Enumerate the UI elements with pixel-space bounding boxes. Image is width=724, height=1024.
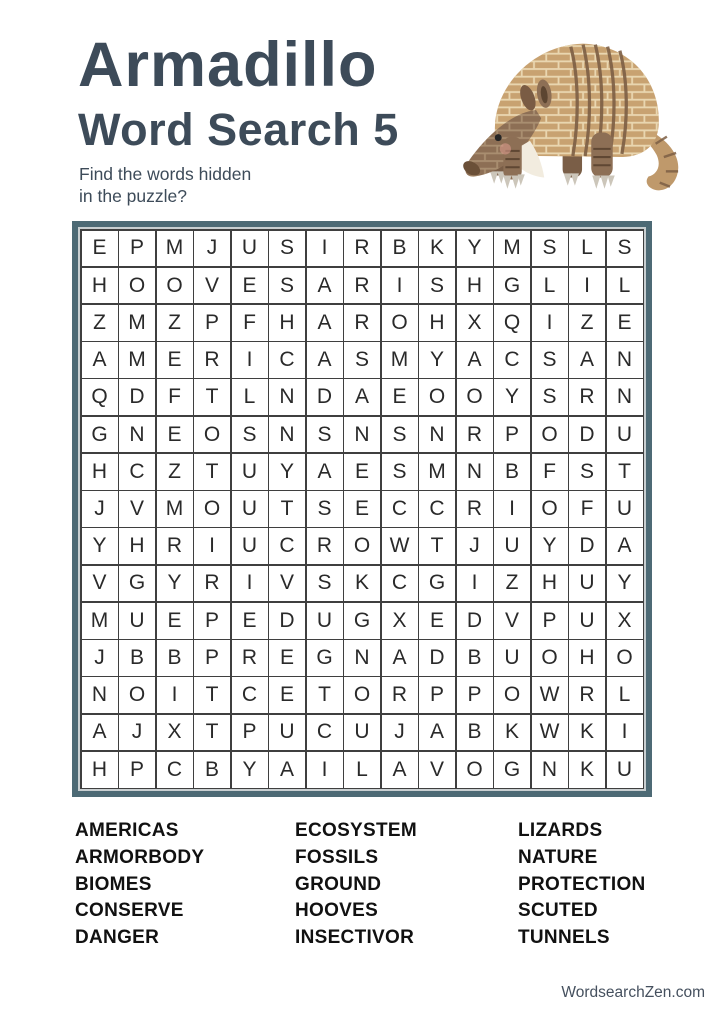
- grid-cell[interactable]: G: [494, 752, 530, 788]
- grid-cell[interactable]: P: [419, 677, 455, 713]
- armadillo-eye: [495, 134, 502, 141]
- word-list-column-3: [518, 818, 646, 952]
- word-item: SCUTED: [518, 900, 598, 922]
- word-item: GROUND: [295, 873, 382, 895]
- grid-cell[interactable]: H: [82, 454, 118, 490]
- grid-cell[interactable]: Q: [494, 305, 530, 341]
- grid-cell[interactable]: P: [232, 715, 268, 751]
- grid-cell[interactable]: B: [494, 454, 530, 490]
- grid-cell[interactable]: N: [344, 417, 380, 453]
- grid-cell[interactable]: U: [232, 491, 268, 527]
- grid-cell[interactable]: Y: [532, 528, 568, 564]
- word-item: CONSERVE: [75, 900, 184, 922]
- grid-cell[interactable]: F: [232, 305, 268, 341]
- grid-cell[interactable]: A: [307, 342, 343, 378]
- grid-cell[interactable]: C: [419, 491, 455, 527]
- grid-cell[interactable]: E: [232, 268, 268, 304]
- grid-cell[interactable]: C: [307, 715, 343, 751]
- grid-cell[interactable]: O: [607, 640, 643, 676]
- grid-cell[interactable]: R: [194, 566, 230, 602]
- grid-cell[interactable]: M: [419, 454, 455, 490]
- word-item: PROTECTION: [518, 873, 646, 895]
- grid-cell[interactable]: K: [569, 715, 605, 751]
- grid-cell[interactable]: Z: [494, 566, 530, 602]
- grid-cell[interactable]: G: [119, 566, 155, 602]
- grid-cell[interactable]: S: [532, 379, 568, 415]
- grid-cell[interactable]: V: [269, 566, 305, 602]
- grid-cell[interactable]: E: [232, 603, 268, 639]
- grid-cell[interactable]: E: [82, 231, 118, 267]
- grid-cell[interactable]: P: [194, 640, 230, 676]
- grid-cell[interactable]: Q: [82, 379, 118, 415]
- grid-cell[interactable]: O: [382, 305, 418, 341]
- grid-cell[interactable]: A: [382, 640, 418, 676]
- grid-cell[interactable]: E: [269, 640, 305, 676]
- grid-cell[interactable]: T: [194, 454, 230, 490]
- grid-cell[interactable]: M: [382, 342, 418, 378]
- grid-cell[interactable]: M: [494, 231, 530, 267]
- grid-cell[interactable]: S: [532, 342, 568, 378]
- grid-cell[interactable]: L: [232, 379, 268, 415]
- grid-cell[interactable]: R: [307, 528, 343, 564]
- armadillo-icon: [442, 22, 718, 196]
- grid-cell[interactable]: S: [307, 417, 343, 453]
- grid-cell[interactable]: J: [82, 640, 118, 676]
- grid-cell[interactable]: O: [419, 379, 455, 415]
- grid-cell[interactable]: I: [494, 491, 530, 527]
- grid-cell[interactable]: H: [569, 640, 605, 676]
- grid-cell[interactable]: M: [157, 491, 193, 527]
- grid-cell[interactable]: K: [494, 715, 530, 751]
- grid-cell[interactable]: H: [269, 305, 305, 341]
- grid-cell[interactable]: Z: [157, 454, 193, 490]
- grid-cell[interactable]: F: [157, 379, 193, 415]
- grid-cell[interactable]: S: [419, 268, 455, 304]
- grid-cell[interactable]: T: [194, 715, 230, 751]
- grid-cell[interactable]: N: [607, 379, 643, 415]
- word-list-column-1: [75, 818, 204, 952]
- grid-cell[interactable]: B: [194, 752, 230, 788]
- grid-cell[interactable]: H: [82, 268, 118, 304]
- grid-cell[interactable]: X: [457, 305, 493, 341]
- grid-cell[interactable]: R: [344, 268, 380, 304]
- grid-cell[interactable]: O: [119, 677, 155, 713]
- page-title-line2: Word Search 5: [78, 104, 399, 155]
- word-item: LIZARDS: [518, 820, 603, 841]
- grid-cell[interactable]: I: [569, 268, 605, 304]
- grid-cell[interactable]: V: [494, 603, 530, 639]
- grid-cell[interactable]: E: [157, 417, 193, 453]
- grid-cell[interactable]: M: [119, 342, 155, 378]
- grid-cell[interactable]: D: [307, 379, 343, 415]
- grid-cell[interactable]: A: [457, 342, 493, 378]
- grid-cell[interactable]: R: [194, 342, 230, 378]
- grid-cell[interactable]: S: [307, 491, 343, 527]
- grid-cell[interactable]: M: [157, 231, 193, 267]
- grid-cell[interactable]: N: [419, 417, 455, 453]
- grid-cell[interactable]: R: [382, 677, 418, 713]
- grid-cell[interactable]: O: [532, 640, 568, 676]
- word-item: HOOVES: [295, 900, 379, 922]
- grid-cell[interactable]: B: [457, 640, 493, 676]
- word-item: TUNNELS: [518, 927, 610, 949]
- grid-cell[interactable]: R: [344, 305, 380, 341]
- grid-cell[interactable]: J: [382, 715, 418, 751]
- grid-cell[interactable]: A: [382, 752, 418, 788]
- grid-cell[interactable]: N: [532, 752, 568, 788]
- grid-cell[interactable]: S: [269, 231, 305, 267]
- word-item: ARMORBODY: [75, 846, 205, 868]
- grid-cell[interactable]: E: [382, 379, 418, 415]
- grid-cell[interactable]: D: [419, 640, 455, 676]
- grid-cell[interactable]: V: [194, 268, 230, 304]
- grid-cell[interactable]: N: [119, 417, 155, 453]
- grid-cell[interactable]: R: [569, 379, 605, 415]
- grid-cell[interactable]: X: [607, 603, 643, 639]
- grid-cell[interactable]: J: [457, 528, 493, 564]
- grid-cell[interactable]: Y: [157, 566, 193, 602]
- grid-cell[interactable]: I: [157, 677, 193, 713]
- grid-cell[interactable]: L: [344, 752, 380, 788]
- grid-cell[interactable]: I: [307, 752, 343, 788]
- grid-cell[interactable]: W: [532, 715, 568, 751]
- grid-cell[interactable]: A: [269, 752, 305, 788]
- grid-cell[interactable]: U: [307, 603, 343, 639]
- grid-cell[interactable]: P: [119, 752, 155, 788]
- grid-cell[interactable]: C: [382, 566, 418, 602]
- grid-cell[interactable]: T: [194, 379, 230, 415]
- grid-cell[interactable]: C: [119, 454, 155, 490]
- grid-cell[interactable]: A: [607, 528, 643, 564]
- grid-cell[interactable]: R: [344, 231, 380, 267]
- grid-cell[interactable]: A: [344, 379, 380, 415]
- grid-cell[interactable]: K: [419, 231, 455, 267]
- word-item: AMERICAS: [75, 820, 179, 841]
- grid-cell[interactable]: D: [457, 603, 493, 639]
- grid-cell[interactable]: U: [607, 752, 643, 788]
- grid-cell[interactable]: G: [344, 603, 380, 639]
- grid-cell[interactable]: C: [269, 342, 305, 378]
- grid-cell[interactable]: M: [119, 305, 155, 341]
- grid-cell[interactable]: N: [457, 454, 493, 490]
- grid-cell[interactable]: S: [344, 342, 380, 378]
- grid-cell[interactable]: L: [607, 677, 643, 713]
- grid-cell[interactable]: U: [119, 603, 155, 639]
- grid-cell[interactable]: G: [419, 566, 455, 602]
- grid-cell[interactable]: O: [344, 528, 380, 564]
- grid-cell[interactable]: G: [82, 417, 118, 453]
- grid-cell[interactable]: H: [457, 268, 493, 304]
- grid-cell[interactable]: I: [382, 268, 418, 304]
- grid-cell[interactable]: O: [344, 677, 380, 713]
- grid-cell[interactable]: C: [382, 491, 418, 527]
- grid-cell[interactable]: O: [457, 752, 493, 788]
- word-item: ECOSYSTEM: [295, 820, 417, 841]
- grid-cell[interactable]: L: [607, 268, 643, 304]
- grid-cell[interactable]: H: [119, 528, 155, 564]
- grid-cell[interactable]: U: [607, 491, 643, 527]
- grid-cell[interactable]: V: [82, 566, 118, 602]
- grid-cell[interactable]: U: [569, 603, 605, 639]
- grid-cell[interactable]: E: [269, 677, 305, 713]
- grid-cell[interactable]: E: [344, 491, 380, 527]
- grid-cell[interactable]: W: [532, 677, 568, 713]
- grid-cell[interactable]: E: [419, 603, 455, 639]
- grid-cell[interactable]: E: [344, 454, 380, 490]
- grid-cell[interactable]: T: [194, 677, 230, 713]
- grid-cell[interactable]: A: [82, 715, 118, 751]
- grid-cell[interactable]: H: [82, 752, 118, 788]
- grid-cell[interactable]: C: [269, 528, 305, 564]
- grid-cell[interactable]: I: [232, 342, 268, 378]
- grid-cell[interactable]: S: [382, 454, 418, 490]
- grid-cell[interactable]: U: [269, 715, 305, 751]
- grid-cell[interactable]: B: [457, 715, 493, 751]
- grid-cell[interactable]: O: [119, 268, 155, 304]
- grid-cell[interactable]: Y: [232, 752, 268, 788]
- grid-cell[interactable]: N: [82, 677, 118, 713]
- word-item: INSECTIVOR: [295, 927, 415, 949]
- page-title: Armadillo: [78, 30, 378, 100]
- grid-cell[interactable]: K: [344, 566, 380, 602]
- grid-cell[interactable]: L: [569, 231, 605, 267]
- grid-cell[interactable]: N: [269, 417, 305, 453]
- word-list-column-2: [295, 818, 417, 952]
- grid-cell[interactable]: O: [157, 268, 193, 304]
- grid-cell[interactable]: V: [419, 752, 455, 788]
- grid-cell[interactable]: N: [607, 342, 643, 378]
- grid-cell[interactable]: B: [119, 640, 155, 676]
- grid-cell[interactable]: P: [119, 231, 155, 267]
- grid-cell[interactable]: S: [307, 566, 343, 602]
- grid-cell[interactable]: B: [382, 231, 418, 267]
- grid-cell[interactable]: I: [232, 566, 268, 602]
- grid-cell[interactable]: S: [569, 454, 605, 490]
- grid-cell[interactable]: A: [82, 342, 118, 378]
- grid-cell[interactable]: A: [419, 715, 455, 751]
- grid-cells: [80, 229, 644, 789]
- grid-cell[interactable]: O: [532, 491, 568, 527]
- grid-cell[interactable]: U: [494, 528, 530, 564]
- instructions-line2: in the puzzle?: [79, 185, 187, 206]
- grid-cell[interactable]: P: [532, 603, 568, 639]
- armadillo-cheek: [500, 143, 511, 154]
- grid-cell[interactable]: I: [194, 528, 230, 564]
- grid-cell[interactable]: J: [82, 491, 118, 527]
- grid-cell[interactable]: S: [382, 417, 418, 453]
- grid-cell[interactable]: Y: [269, 454, 305, 490]
- grid-cell[interactable]: H: [532, 566, 568, 602]
- instructions-line1: Find the words hidden: [79, 164, 252, 184]
- word-item: BIOMES: [75, 873, 152, 895]
- grid-cell[interactable]: J: [194, 231, 230, 267]
- grid-cell[interactable]: I: [457, 566, 493, 602]
- grid-cell[interactable]: I: [532, 305, 568, 341]
- grid-cell[interactable]: O: [457, 379, 493, 415]
- grid-cell[interactable]: D: [569, 528, 605, 564]
- grid-cell[interactable]: Z: [82, 305, 118, 341]
- grid-cell[interactable]: N: [344, 640, 380, 676]
- grid-cell[interactable]: E: [157, 342, 193, 378]
- grid-cell[interactable]: T: [269, 491, 305, 527]
- grid-cell[interactable]: H: [419, 305, 455, 341]
- grid-cell[interactable]: R: [569, 677, 605, 713]
- grid-cell[interactable]: P: [194, 603, 230, 639]
- grid-cell[interactable]: Z: [157, 305, 193, 341]
- grid-cell[interactable]: U: [494, 640, 530, 676]
- grid-cell[interactable]: M: [82, 603, 118, 639]
- grid-cell[interactable]: R: [232, 640, 268, 676]
- grid-cell[interactable]: G: [307, 640, 343, 676]
- grid-cell[interactable]: Z: [569, 305, 605, 341]
- grid-cell[interactable]: T: [419, 528, 455, 564]
- grid-cell[interactable]: U: [232, 231, 268, 267]
- grid-cell[interactable]: B: [157, 640, 193, 676]
- grid-cell[interactable]: R: [157, 528, 193, 564]
- grid-cell[interactable]: A: [307, 305, 343, 341]
- word-item: DANGER: [75, 927, 160, 949]
- word-search-grid: [72, 221, 652, 797]
- grid-cell[interactable]: U: [607, 417, 643, 453]
- grid-cell[interactable]: X: [157, 715, 193, 751]
- grid-cell[interactable]: A: [307, 454, 343, 490]
- grid-cell[interactable]: I: [607, 715, 643, 751]
- grid-cell[interactable]: D: [569, 417, 605, 453]
- word-item: FOSSILS: [295, 846, 379, 868]
- grid-cell[interactable]: U: [569, 566, 605, 602]
- grid-cell[interactable]: E: [157, 603, 193, 639]
- grid-cell[interactable]: O: [194, 417, 230, 453]
- grid-cell[interactable]: P: [457, 677, 493, 713]
- site-credit: WordsearchZen.com: [561, 984, 705, 1001]
- grid-cell[interactable]: A: [307, 268, 343, 304]
- grid-cell[interactable]: S: [532, 231, 568, 267]
- grid-cell[interactable]: C: [157, 752, 193, 788]
- grid-cell[interactable]: F: [532, 454, 568, 490]
- grid-cell[interactable]: Y: [494, 379, 530, 415]
- grid-cell[interactable]: S: [232, 417, 268, 453]
- grid-cell[interactable]: U: [232, 454, 268, 490]
- grid-cell[interactable]: O: [532, 417, 568, 453]
- grid-cell[interactable]: N: [269, 379, 305, 415]
- grid-cell[interactable]: U: [344, 715, 380, 751]
- instructions: [79, 164, 251, 207]
- grid-cell[interactable]: W: [382, 528, 418, 564]
- grid-cell[interactable]: Y: [457, 231, 493, 267]
- grid-cell[interactable]: A: [569, 342, 605, 378]
- grid-cell[interactable]: X: [382, 603, 418, 639]
- grid-cell[interactable]: C: [494, 342, 530, 378]
- grid-cell[interactable]: D: [269, 603, 305, 639]
- grid-cell[interactable]: Y: [82, 528, 118, 564]
- grid-cell[interactable]: J: [119, 715, 155, 751]
- grid-cell[interactable]: E: [607, 305, 643, 341]
- grid-cell[interactable]: T: [307, 677, 343, 713]
- word-item: NATURE: [518, 846, 598, 868]
- grid-cell[interactable]: R: [457, 491, 493, 527]
- grid-cell[interactable]: U: [232, 528, 268, 564]
- grid-cell[interactable]: L: [532, 268, 568, 304]
- grid-cell[interactable]: Y: [607, 566, 643, 602]
- grid-cell[interactable]: S: [269, 268, 305, 304]
- grid-cell[interactable]: K: [569, 752, 605, 788]
- grid-cell[interactable]: P: [194, 305, 230, 341]
- grid-cell[interactable]: I: [307, 231, 343, 267]
- grid-cell[interactable]: F: [569, 491, 605, 527]
- grid-cell[interactable]: P: [494, 417, 530, 453]
- grid-cell[interactable]: S: [607, 231, 643, 267]
- grid-cell[interactable]: G: [494, 268, 530, 304]
- grid-cell[interactable]: O: [494, 677, 530, 713]
- grid-cell[interactable]: V: [119, 491, 155, 527]
- grid-cell[interactable]: Y: [419, 342, 455, 378]
- grid-cell[interactable]: T: [607, 454, 643, 490]
- grid-cell[interactable]: C: [232, 677, 268, 713]
- grid-cell[interactable]: R: [457, 417, 493, 453]
- grid-cell[interactable]: O: [194, 491, 230, 527]
- grid-cell[interactable]: D: [119, 379, 155, 415]
